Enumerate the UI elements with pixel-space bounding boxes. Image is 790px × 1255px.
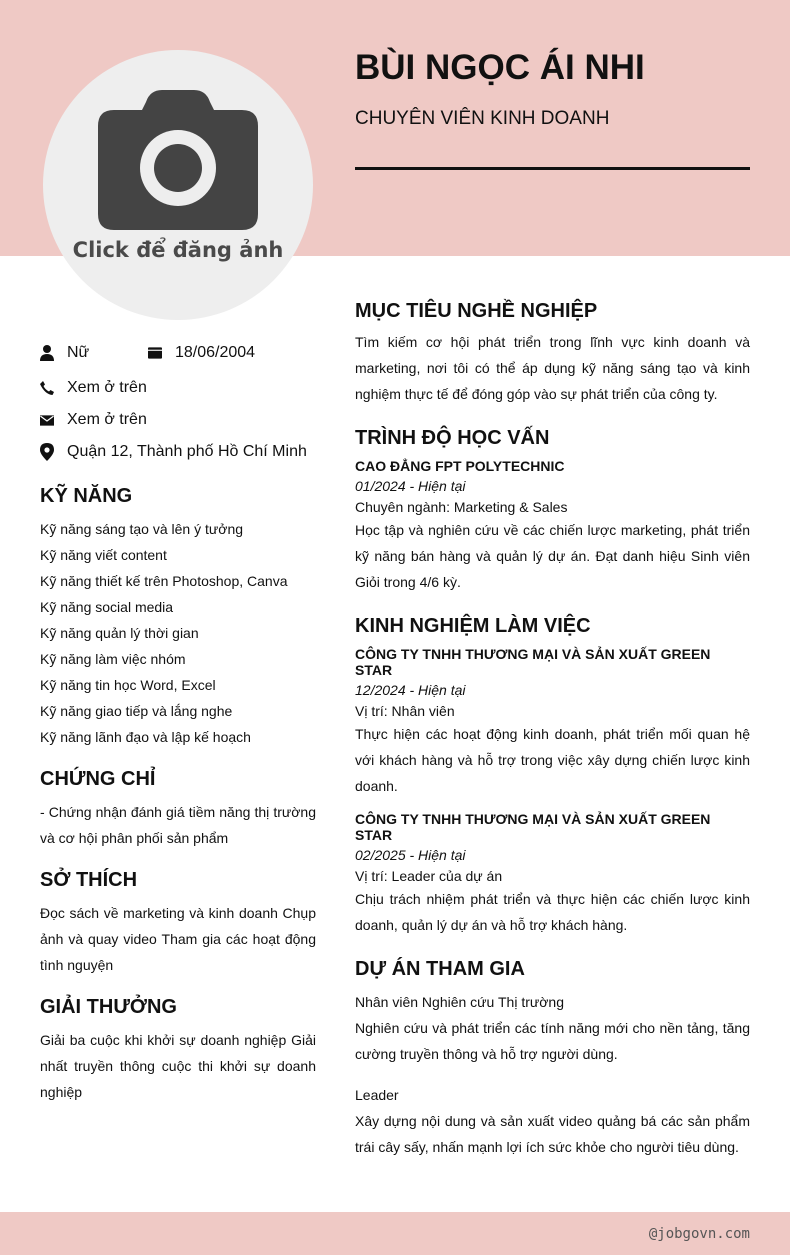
skill-item: Kỹ năng sáng tạo và lên ý tưởng bbox=[40, 521, 244, 537]
skill-item: Kỹ năng tin học Word, Excel bbox=[40, 677, 216, 693]
project-role: Nhân viên Nghiên cứu Thị trường bbox=[355, 994, 564, 1010]
location-pin-icon bbox=[40, 443, 54, 461]
project-description: Nghiên cứu và phát triển các tính năng mới cho nền tảng, tăng cường truyền thông và hỗ trợ người dùng. bbox=[355, 1020, 750, 1062]
photo-caption: Click để đăng ảnh bbox=[72, 238, 284, 262]
hobbies-text: Đọc sách về marketing và kinh doanh Chụp ảnh và quay video Tham gia các hoạt động tình nguyện bbox=[40, 905, 316, 973]
project-description: Xây dựng nội dung và sản xuất video quảng bá các sản phẩm trái cây sấy, nhấn mạnh lợi ích sức khỏe cho người tiêu dùng. bbox=[355, 1113, 750, 1155]
address-row bbox=[40, 436, 316, 468]
experience-entry bbox=[355, 811, 750, 938]
photo-upload[interactable] bbox=[43, 50, 313, 320]
job-role: Vị trí: Leader của dự án bbox=[355, 868, 503, 884]
camera-icon bbox=[98, 90, 258, 230]
hobbies-title: SỞ THÍCH bbox=[40, 869, 138, 891]
education-period: 01/2024 - Hiện tại bbox=[355, 478, 466, 494]
phone-icon bbox=[40, 379, 54, 397]
projects-title: DỰ ÁN THAM GIA bbox=[355, 958, 525, 980]
awards-title: GIẢI THƯỞNG bbox=[40, 996, 177, 1018]
email-row bbox=[40, 404, 316, 436]
job-description: Thực hiện các hoạt động kinh doanh, phát triển mối quan hệ với khách hàng và hỗ trợ trong việc xây dựng chiến lược kinh doanh. bbox=[355, 726, 750, 794]
skill-item: Kỹ năng social media bbox=[40, 599, 174, 615]
education-title: TRÌNH ĐỘ HỌC VẤN bbox=[355, 427, 550, 449]
email-value: Xem ở trên bbox=[67, 411, 147, 428]
education-description: Học tập và nghiên cứu về các chiến lược marketing, phát triển kỹ năng bán hàng và quản lý dự án. Đạt danh hiệu Sinh viên Giỏi trong 4/6 kỳ. bbox=[355, 522, 750, 590]
address-value: Quận 12, Thành phố Hồ Chí Minh bbox=[67, 443, 307, 460]
skills-title: KỸ NĂNG bbox=[40, 485, 133, 507]
candidate-name: BÙI NGỌC ÁI NHI bbox=[355, 48, 645, 87]
project-role: Leader bbox=[355, 1087, 399, 1103]
awards-text: Giải ba cuộc khi khởi sự doanh nghiệp Giải nhất truyền thông cuộc thi khởi sự doanh nghiệp bbox=[40, 1032, 316, 1100]
project-entry bbox=[355, 989, 750, 1067]
birthday-value: 18/06/2004 bbox=[175, 343, 256, 361]
right-column bbox=[355, 300, 750, 1160]
user-icon bbox=[40, 345, 54, 361]
job-title: CHUYÊN VIÊN KINH DOANH bbox=[355, 108, 610, 129]
gender-value: Nữ bbox=[67, 343, 90, 361]
company-name: CÔNG TY TNHH THƯƠNG MẠI VÀ SẢN XUẤT GREEN STAR bbox=[355, 811, 711, 843]
skills-list bbox=[40, 516, 316, 750]
calendar-icon bbox=[148, 346, 162, 359]
project-entry bbox=[355, 1082, 750, 1160]
experience-title: KINH NGHIỆM LÀM VIỆC bbox=[355, 615, 591, 637]
job-period: 12/2024 - Hiện tại bbox=[355, 682, 466, 698]
job-role: Vị trí: Nhân viên bbox=[355, 703, 455, 719]
objective-text: Tìm kiếm cơ hội phát triển trong lĩnh vực kinh doanh và marketing, nơi tôi có thể áp dụng kỹ năng sáng tạo và kinh nghiệm thực tế để đóng góp vào sự phát triển của công ty. bbox=[355, 334, 750, 402]
title-divider bbox=[355, 167, 750, 170]
experience-entry bbox=[355, 646, 750, 799]
job-period: 02/2025 - Hiện tại bbox=[355, 847, 466, 863]
objective-title: MỤC TIÊU NGHỀ NGHIỆP bbox=[355, 300, 598, 322]
skill-item: Kỹ năng lãnh đạo và lập kế hoạch bbox=[40, 729, 251, 745]
email-icon bbox=[40, 411, 54, 429]
gender-birthday-row bbox=[40, 340, 316, 365]
phone-value: Xem ở trên bbox=[67, 379, 147, 396]
phone-row bbox=[40, 372, 316, 404]
footer-band bbox=[0, 1212, 790, 1255]
skill-item: Kỹ năng làm việc nhóm bbox=[40, 651, 186, 667]
skill-item: Kỹ năng quản lý thời gian bbox=[40, 625, 199, 641]
skill-item: Kỹ năng viết content bbox=[40, 547, 167, 563]
skill-item: Kỹ năng thiết kế trên Photoshop, Canva bbox=[40, 573, 288, 589]
certificates-title: CHỨNG CHỈ bbox=[40, 768, 156, 790]
certificates-text: - Chứng nhận đánh giá tiềm năng thị trường và cơ hội phân phối sản phẩm bbox=[40, 804, 316, 846]
job-description: Chịu trách nhiệm phát triển và thực hiện các chiến lược kinh doanh, quản lý dự án và hỗ trợ khách hàng. bbox=[355, 891, 750, 933]
school-name: CAO ĐẲNG FPT POLYTECHNIC bbox=[355, 458, 565, 474]
education-major: Chuyên ngành: Marketing & Sales bbox=[355, 499, 568, 515]
left-column bbox=[40, 340, 316, 1105]
company-name: CÔNG TY TNHH THƯƠNG MẠI VÀ SẢN XUẤT GREEN STAR bbox=[355, 646, 711, 678]
footer-watermark: @jobgovn.com bbox=[648, 1226, 750, 1242]
skill-item: Kỹ năng giao tiếp và lắng nghe bbox=[40, 703, 233, 719]
